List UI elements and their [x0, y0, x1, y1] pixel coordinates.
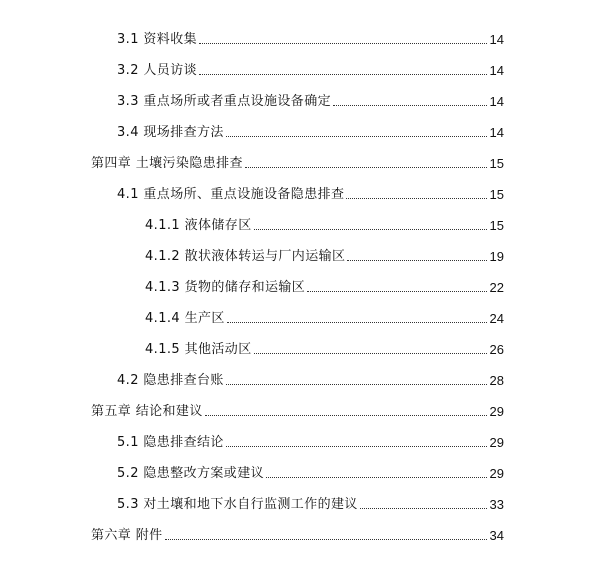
toc-page-number: 33	[489, 497, 504, 512]
toc-entry-label: 4.2 隐患排查台账	[117, 373, 224, 388]
toc-leader	[227, 321, 487, 323]
toc-entry-label: 第四章 土壤污染隐患排查	[91, 156, 243, 171]
toc-entry-label: 4.1.3 货物的储存和运输区	[145, 280, 306, 295]
toc-entry[interactable]	[145, 274, 504, 296]
toc-leader	[347, 259, 486, 261]
toc-page-number: 26	[489, 342, 504, 357]
toc-page-number: 29	[489, 404, 504, 419]
toc-entry-label: 第五章 结论和建议	[91, 404, 203, 419]
toc-page-number: 14	[489, 94, 504, 109]
toc-entry[interactable]	[91, 522, 504, 544]
toc-entry[interactable]	[117, 57, 504, 79]
toc-page-number: 34	[489, 528, 504, 543]
toc-entry-label: 3.1 资料收集	[117, 32, 198, 47]
toc-page-number: 29	[489, 435, 504, 450]
toc-entry-label: 4.1 重点场所、重点设施设备隐患排查	[117, 187, 345, 202]
toc-leader	[165, 538, 487, 540]
toc-leader	[254, 352, 487, 354]
toc-leader	[226, 135, 487, 137]
toc-entry[interactable]	[117, 26, 504, 48]
toc-page-number: 28	[489, 373, 504, 388]
toc-leader	[199, 73, 487, 75]
toc-page-number: 15	[489, 156, 504, 171]
toc-page-number: 22	[489, 280, 504, 295]
toc-entry-label: 4.1.4 生产区	[145, 311, 225, 326]
toc-page-number: 14	[489, 125, 504, 140]
toc-page-number: 14	[489, 32, 504, 47]
toc-leader	[205, 414, 487, 416]
toc-entry-label: 5.2 隐患整改方案或建议	[117, 466, 265, 481]
toc-entry-label: 3.2 人员访谈	[117, 63, 198, 78]
toc-entry[interactable]	[145, 336, 504, 358]
toc-leader	[245, 166, 487, 168]
toc-leader	[199, 42, 487, 44]
toc-page-number: 29	[489, 466, 504, 481]
toc-leader	[226, 383, 487, 385]
toc-entry-label: 5.1 隐患排查结论	[117, 435, 224, 450]
toc-entry-label: 5.3 对土壤和地下水自行监测工作的建议	[117, 497, 358, 512]
toc-entry-label: 第六章 附件	[91, 528, 163, 543]
toc-entry[interactable]	[117, 367, 504, 389]
toc-entry[interactable]	[145, 243, 504, 265]
toc-entry-label: 4.1.2 散状液体转运与厂内运输区	[145, 249, 346, 264]
toc-leader	[307, 290, 486, 292]
toc-leader	[254, 228, 487, 230]
toc-leader	[266, 476, 487, 478]
toc-entry[interactable]	[117, 429, 504, 451]
toc-page-number: 15	[489, 218, 504, 233]
toc-entry[interactable]	[117, 491, 504, 513]
toc-entry[interactable]	[91, 398, 504, 420]
toc-entry-label: 3.3 重点场所或者重点设施设备确定	[117, 94, 332, 109]
toc-page-number: 24	[489, 311, 504, 326]
toc-entry[interactable]	[91, 150, 504, 172]
toc-entry[interactable]	[117, 460, 504, 482]
toc-entry[interactable]	[145, 305, 504, 327]
toc-entry[interactable]	[117, 88, 504, 110]
toc-page-number: 14	[489, 63, 504, 78]
toc-page-number: 15	[489, 187, 504, 202]
toc-entry-label: 4.1.5 其他活动区	[145, 342, 252, 357]
toc-entry-label: 4.1.1 液体储存区	[145, 218, 252, 233]
toc-leader	[333, 104, 487, 106]
toc-leader	[360, 507, 487, 509]
toc-entry[interactable]	[145, 212, 504, 234]
toc-entry[interactable]	[117, 119, 504, 141]
toc-page-number: 19	[489, 249, 504, 264]
toc-leader	[346, 197, 486, 199]
toc-entry-label: 3.4 现场排查方法	[117, 125, 224, 140]
toc-entry[interactable]	[117, 181, 504, 203]
toc-leader	[226, 445, 487, 447]
